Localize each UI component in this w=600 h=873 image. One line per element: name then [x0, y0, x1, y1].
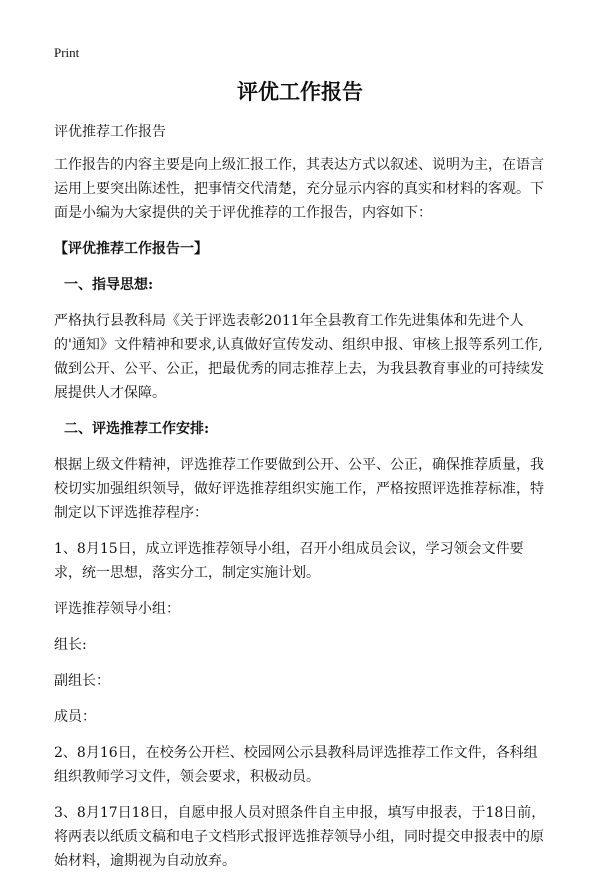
paragraph-work-arrangement: 根据上级文件精神，评选推荐工作要做到公开、公平、公正，确保推荐质量，我校切实加强组织领导，做好评选推荐组织实施工作，严格按照评选推荐标准，特制定以下评选推荐程序： — [54, 457, 544, 521]
section-title: 【评优推荐工作报告一】 — [54, 241, 208, 257]
label-leadership-group: 评选推荐领导小组： — [54, 601, 180, 617]
paragraph-guiding-ideology: 严格执行县教科局《关于评选表彰2011年全县教育工作先进集体和先进个人的'通知》文件精神和要求,认真做好宣传发动、组织申报、审核上报等系列工作,做到公开、公平、公正，把最优秀的同志推荐上去，为我县教育事业的可持续发展提供人才保障。 — [54, 313, 544, 401]
print-link[interactable]: Print — [54, 45, 80, 60]
heading-guiding-ideology: 一、指导思想: — [64, 277, 154, 293]
label-group-leader: 组长: — [54, 637, 87, 653]
label-members: 成员： — [54, 709, 96, 725]
paragraph-step-2: 2、8月16日，在校务公开栏、校园网公示县教科局评选推荐工作文件，各科组组织教师学习文件，领会要求，积极动员。 — [54, 745, 538, 785]
intro-paragraph: 工作报告的内容主要是向上级汇报工作，其表达方式以叙述、说明为主，在语言运用上要突出陈述性，把事情交代清楚，充分显示内容的真实和材料的客观。下面是小编为大家提供的关于评优推荐的工作报告，内容如下： — [54, 157, 544, 221]
subtitle: 评优推荐工作报告 — [54, 124, 166, 140]
page-title: 评优工作报告 — [237, 79, 363, 104]
paragraph-step-3: 3、8月17日18日，自愿申报人员对照条件自主申报，填写申报表，于18日前，将两表以纸质文稿和电子文档形式报评选推荐领导小组，同时提交申报表中的原始材料，逾期视为自动放弃。 — [54, 805, 546, 869]
label-deputy-leader: 副组长： — [54, 673, 110, 689]
paragraph-step-1: 1、8月15日，成立评选推荐领导小组，召开小组成员会议，学习领会文件要求，统一思想，落实分工，制定实施计划。 — [54, 541, 524, 581]
heading-work-arrangement: 二、评选推荐工作安排: — [64, 421, 210, 437]
document-body — [54, 120, 548, 873]
